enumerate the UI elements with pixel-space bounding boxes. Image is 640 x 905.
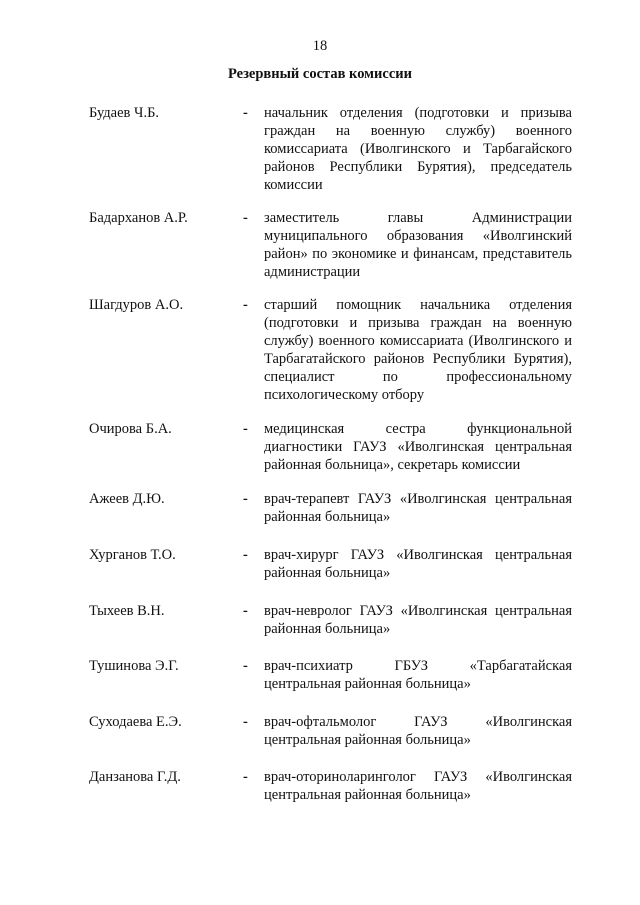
- member-dash: -: [243, 210, 248, 226]
- member-description: старший помощник начальника отделения (подготовки и призыва граждан на военную службу) военного комиссариата (Иволгинского и Тарбагатайского районов Республики Бурятия), специалист по профессиональному психологическому отбору: [264, 297, 572, 403]
- member-name: Бадарханов А.Р.: [89, 210, 188, 226]
- member-description: врач-хирург ГАУЗ «Иволгинская центральная районная больница»: [264, 547, 572, 581]
- member-name: Будаев Ч.Б.: [89, 105, 160, 121]
- member-dash: -: [243, 421, 248, 437]
- member-name: Тушинова Э.Г.: [89, 658, 179, 674]
- member-dash: -: [243, 714, 248, 730]
- member-dash: -: [243, 658, 248, 674]
- member-name: Очирова Б.А.: [89, 421, 172, 437]
- member-name: Тыхеев В.Н.: [89, 603, 165, 619]
- member-description: заместитель главы Администрации муниципального образования «Иволгинский район» по экономике и финансам, представитель администрации: [264, 210, 572, 280]
- page-heading: Резервный состав комиссии: [228, 66, 412, 82]
- member-description: врач-терапевт ГАУЗ «Иволгинская центральная районная больница»: [264, 491, 572, 525]
- member-dash: -: [243, 491, 248, 507]
- page-number: 18: [312, 38, 328, 54]
- member-description: врач-психиатр ГБУЗ «Тарбагатайская центральная районная больница»: [264, 658, 572, 692]
- member-name: Хурганов Т.О.: [89, 547, 176, 563]
- member-description: медицинская сестра функциональной диагностики ГАУЗ «Иволгинская центральная районная больница», секретарь комиссии: [264, 421, 572, 473]
- member-name: Данзанова Г.Д.: [89, 769, 181, 785]
- member-name: Ажеев Д.Ю.: [89, 491, 165, 507]
- member-dash: -: [243, 547, 248, 563]
- member-dash: -: [243, 769, 248, 785]
- member-name: Шагдуров А.О.: [89, 297, 184, 313]
- member-dash: -: [243, 297, 248, 313]
- member-description: врач-офтальмолог ГАУЗ «Иволгинская центральная районная больница»: [264, 714, 572, 748]
- member-description: врач-оториноларинголог ГАУЗ «Иволгинская центральная районная больница»: [264, 769, 572, 803]
- member-dash: -: [243, 603, 248, 619]
- member-dash: -: [243, 105, 248, 121]
- member-description: врач-невролог ГАУЗ «Иволгинская центральная районная больница»: [264, 603, 572, 637]
- member-description: начальник отделения (подготовки и призыва граждан на военную службу) военного комиссариата (Иволгинского и Тарбагайского районов Республики Бурятия), председатель комиссии: [264, 105, 572, 193]
- member-name: Суходаева Е.Э.: [89, 714, 182, 730]
